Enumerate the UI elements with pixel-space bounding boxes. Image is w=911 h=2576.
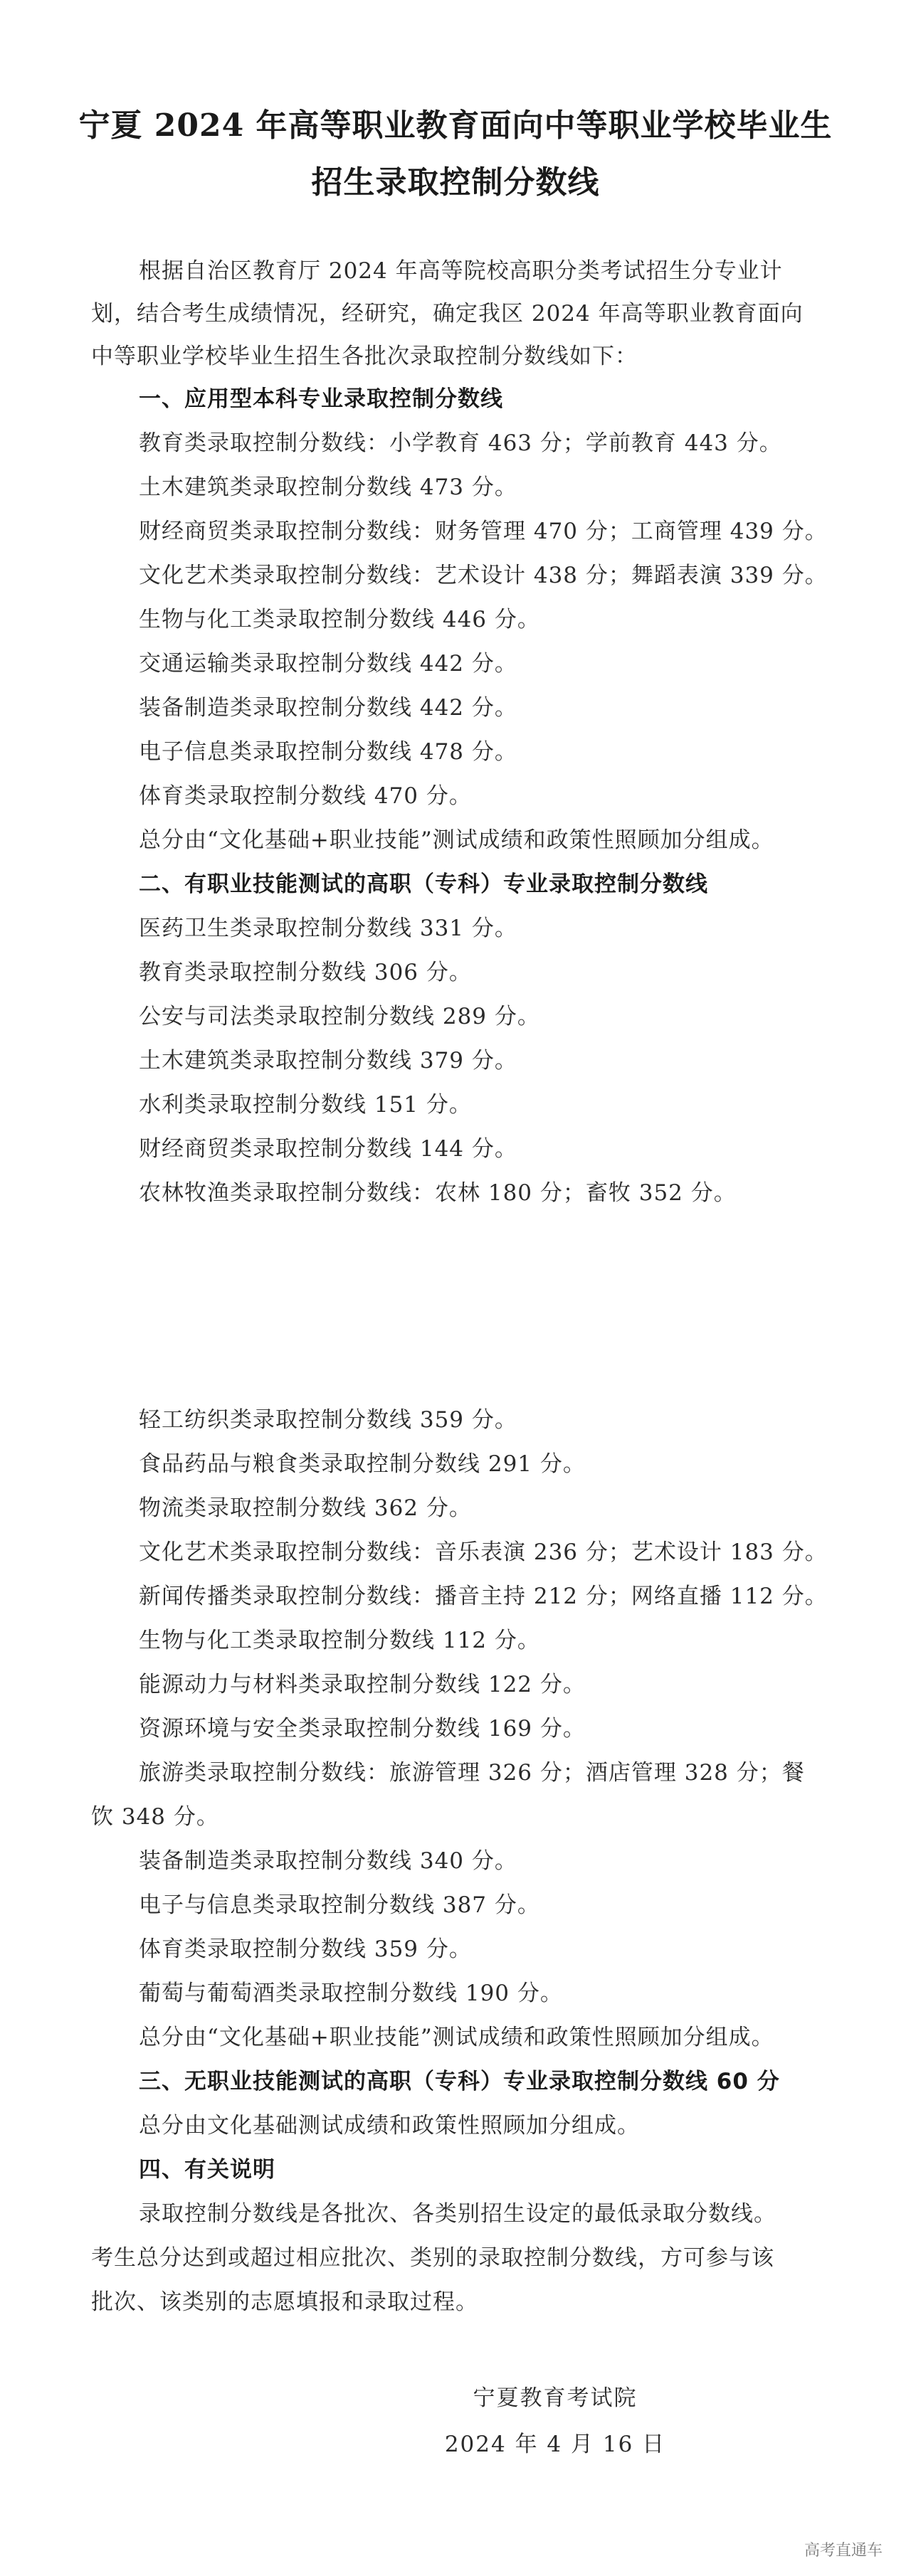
section2-item: 公安与司法类录取控制分数线 289 分。 xyxy=(139,1004,540,1029)
section1-item: 体育类录取控制分数线 470 分。 xyxy=(139,783,472,809)
section3-note: 总分由文化基础测试成绩和政策性照顾加分组成。 xyxy=(139,2113,640,2138)
section1-heading: 一、应用型本科专业录取控制分数线 xyxy=(139,386,503,412)
section4-line1: 录取控制分数线是各批次、各类别招生设定的最低录取分数线。 xyxy=(139,2201,776,2227)
section2-item: 装备制造类录取控制分数线 340 分。 xyxy=(139,1848,517,1874)
section1-item: 文化艺术类录取控制分数线：艺术设计 438 分；舞蹈表演 339 分。 xyxy=(139,563,828,588)
section2-item: 电子与信息类录取控制分数线 387 分。 xyxy=(139,1892,540,1918)
section2-item: 食品药品与粮食类录取控制分数线 291 分。 xyxy=(139,1451,586,1477)
section1-item: 生物与化工类录取控制分数线 446 分。 xyxy=(139,607,540,632)
intro-line3: 中等职业学校毕业生招生各批次录取控制分数线如下： xyxy=(91,344,638,369)
section1-item: 装备制造类录取控制分数线 442 分。 xyxy=(139,695,517,721)
section2-item: 能源动力与材料类录取控制分数线 122 分。 xyxy=(139,1672,586,1697)
intro-line1: 根据自治区教育厅 2024 年高等院校高职分类考试招生分专业计 xyxy=(139,258,783,284)
section2-item: 资源环境与安全类录取控制分数线 169 分。 xyxy=(139,1716,586,1742)
section2-item: 医药卫生类录取控制分数线 331 分。 xyxy=(139,916,517,941)
section1-item: 电子信息类录取控制分数线 478 分。 xyxy=(139,739,517,765)
section2-item: 土木建筑类录取控制分数线 379 分。 xyxy=(139,1048,517,1074)
section2-item: 轻工纺织类录取控制分数线 359 分。 xyxy=(139,1407,517,1433)
section4-heading: 四、有关说明 xyxy=(139,2157,275,2183)
section3-heading: 三、无职业技能测试的高职（专科）专业录取控制分数线 60 分 xyxy=(139,2069,780,2094)
document-title-line2: 招生录取控制分数线 xyxy=(311,164,600,201)
intro-line2: 划，结合考生成绩情况，经研究，确定我区 2024 年高等职业教育面向 xyxy=(91,301,804,327)
signature-org: 宁夏教育考试院 xyxy=(473,2385,638,2411)
section1-item: 教育类录取控制分数线：小学教育 463 分；学前教育 443 分。 xyxy=(139,430,782,456)
watermark-text: 高考直通车 xyxy=(804,2542,883,2560)
section2-item-wrap: 饮 348 分。 xyxy=(91,1804,219,1830)
section1-note: 总分由“文化基础+职业技能”测试成绩和政策性照顾加分组成。 xyxy=(139,827,774,853)
section2-item: 葡萄与葡萄酒类录取控制分数线 190 分。 xyxy=(139,1981,563,2006)
section1-item: 交通运输类录取控制分数线 442 分。 xyxy=(139,651,517,677)
section2-item: 生物与化工类录取控制分数线 112 分。 xyxy=(139,1628,540,1653)
signature-date: 2024 年 4 月 16 日 xyxy=(444,2432,666,2457)
section2-item: 物流类录取控制分数线 362 分。 xyxy=(139,1495,472,1521)
document-title-line1: 宁夏 2024 年高等职业教育面向中等职业学校毕业生 xyxy=(78,107,833,144)
section2-heading: 二、有职业技能测试的高职（专科）专业录取控制分数线 xyxy=(139,871,708,897)
section4-line2: 考生总分达到或超过相应批次、类别的录取控制分数线，方可参与该 xyxy=(91,2245,774,2271)
section1-item: 财经商贸类录取控制分数线：财务管理 470 分；工商管理 439 分。 xyxy=(139,519,828,544)
section1-item: 土木建筑类录取控制分数线 473 分。 xyxy=(139,475,517,500)
section2-item: 文化艺术类录取控制分数线：音乐表演 236 分；艺术设计 183 分。 xyxy=(139,1539,828,1565)
section2-item: 农林牧渔类录取控制分数线：农林 180 分；畜牧 352 分。 xyxy=(139,1180,737,1206)
section2-item: 教育类录取控制分数线 306 分。 xyxy=(139,960,472,985)
section2-item: 财经商贸类录取控制分数线 144 分。 xyxy=(139,1136,517,1162)
section2-item: 新闻传播类录取控制分数线：播音主持 212 分；网络直播 112 分。 xyxy=(139,1584,828,1609)
section2-item: 体育类录取控制分数线 359 分。 xyxy=(139,1936,472,1962)
section4-line3: 批次、该类别的志愿填报和录取过程。 xyxy=(91,2289,478,2315)
section2-note: 总分由“文化基础+职业技能”测试成绩和政策性照顾加分组成。 xyxy=(139,2025,774,2050)
section2-item: 水利类录取控制分数线 151 分。 xyxy=(139,1092,472,1118)
section2-item: 旅游类录取控制分数线：旅游管理 326 分；酒店管理 328 分；餐 xyxy=(139,1760,805,1786)
